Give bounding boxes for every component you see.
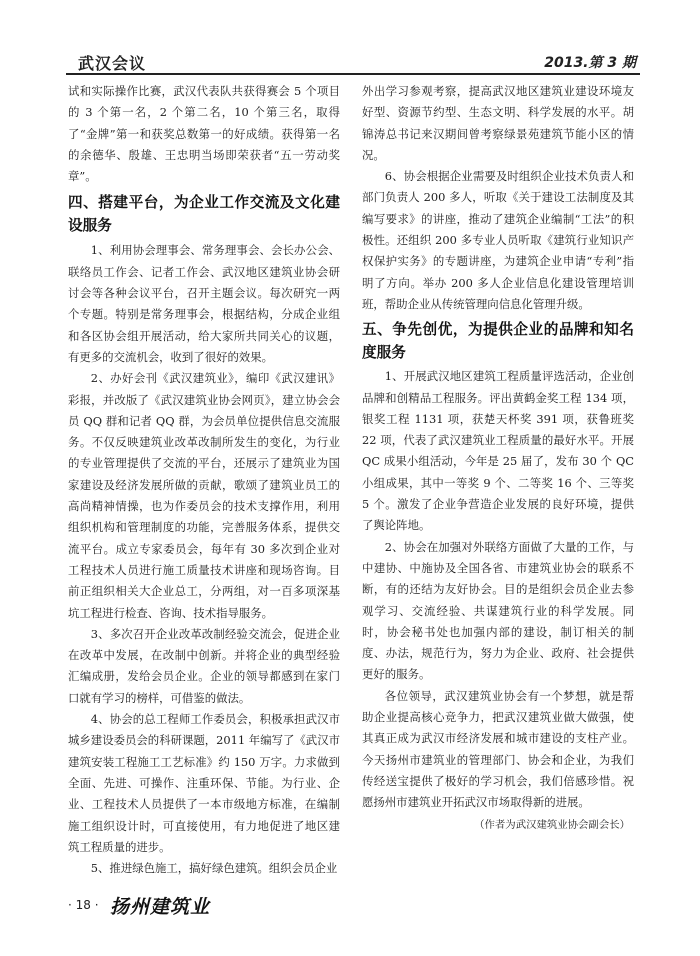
running-header (66, 49, 640, 75)
section-title: 武汉会议 (78, 54, 147, 73)
section-heading: 四、搭建平台，为企业工作交流及文化建设服务 (68, 194, 340, 235)
right-column (362, 81, 634, 836)
magazine-logo: 扬州建筑业 (110, 896, 211, 918)
issue-label: 2013.第 3 期 (544, 55, 636, 71)
paragraph: 2、协会在加强对外联络方面做了大量的工作，与中建协、中施协及全国各省、市建筑业协会的联系不断，有的还结为友好协会。目的是组织会员企业去参观学习、交流经验、共谋建筑行业的科学发展。同时，协会秘书处也加强内部的建设，制订相关的制度、办法，规范行为，努力为企业、政府、社会提供更好的服务。 (362, 539, 634, 682)
paragraph: 2、办好会刊《武汉建筑业》，编印《武汉建讯》彩报，并改版了《武汉建筑业协会网页》，建立协会会员 QQ 群和记者 QQ 群，为会员单位提供信息交流服务。不仅反映建筑业改革改制所发生的变化，为行业的专业管理提供了交流的平台，还展示了建筑业为国家建设及经济发展所做的贡献，歌颂了建筑业员工的高尚精神情操，也为作委员会的技术支撑作用，利用组织机构和管理制度的功能，完善服务体系，提供交流平台。成立专家委员会，每年有 30 多次到企业对工程技术人员进行施工质量技术讲座和现场咨询。目前正组织相关大企业总工，分两组，对一百多项深基坑工程进行检查、咨询、技术指导服务。 (68, 371, 340, 620)
left-column (68, 81, 340, 879)
paragraph: 外出学习参观考察，提高武汉地区建筑业建设环境友好型、资源节约型、生态文明、科学发展的水平。胡锦涛总书记来汉期间曾考察绿景苑建筑节能小区的情况。 (362, 84, 634, 162)
author-note: （作者为武汉建筑业协会副会长） (474, 818, 630, 831)
page-footer (68, 892, 268, 922)
page-number: · 18 · (68, 898, 99, 912)
paragraph: 6、协会根据企业需要及时组织企业技术负责人和部门负责人 200 多人，听取《关于建设工法制度及其编写要求》的讲座，推动了建筑企业编制“工法”的积极性。还组织 200 多专业人员听取《建筑行业知识产权保护实务》的专题讲座，为建筑企业申请“专利”指明了方向。举办 200 多人企业信息化建设管理培训班，帮助企业从传统管理向信息化管理升级。 (362, 169, 634, 311)
paragraph: 各位领导，武汉建筑业协会有一个梦想，就是帮助企业提高核心竞争力，把武汉建筑业做大做强，使其真正成为武汉市经济发展和城市建设的支柱产业。今天扬州市建筑业的管理部门、协会和企业，为我们传经送宝提供了极好的学习机会，我们倍感珍惜。祝愿扬州市建筑业开拓武汉市场取得新的进展。 (362, 688, 634, 810)
paragraph: 试和实际操作比赛，武汉代表队共获得赛会 5 个项目的 3 个第一名，2 个第二名，10 个第三名，取得了“金牌”第一和获奖总数第一的好成绩。获得第一名的余德华、殷雄、王忠明当场即荣获者“五一劳动奖章”。 (68, 84, 340, 184)
paragraph: 5、推进绿色施工，搞好绿色建筑。组织会员企业 (90, 861, 338, 876)
paragraph: 1、利用协会理事会、常务理事会、会长办公会、联络员工作会、记者工作会、武汉地区建筑业协会研讨会等各种会议平台，召开主题会议。每次研究一两个专题。特别是常务理事会，根据结构，分成企业组和各区协会组开展活动，给大家所共同关心的议题，有更多的交流机会，收到了很好的效果。 (68, 243, 340, 364)
paragraph: 3、多次召开企业改革改制经验交流会，促进企业在改革中发展，在改制中创新。并将企业的典型经验汇编成册，发给会员企业。企业的领导都感到在家门口就有学习的榜样，可借鉴的做法。 (68, 626, 340, 705)
header-rule (66, 73, 640, 75)
section-heading: 五、争先创优，为提供企业的品牌和知名度服务 (362, 321, 634, 362)
paragraph: 4、协会的总工程师工作委员会，积极承担武汉市城乡建设委员会的科研课题，2011 年编写了《武汉市建筑安装工程施工工艺标准》约 150 万字。力求做到全面、先进、可操作、注重环保、节能。为行业、企业、工程技术人员提供了一本市级地方标准，在编制施工组织设计时，可直接使用，有力地促进了地区建筑工程质量的进步。 (68, 712, 340, 854)
paragraph: 1、开展武汉地区建筑工程质量评选活动，企业创品牌和创精品工程服务。评出黄鹤金奖工程 134 项，银奖工程 1131 项，获楚天杯奖 391 项，获鲁班奖 22 项，代表了武汉建筑业工程质量的最好水平。开展 QC 成果小组活动，今年是 25 届了，发布 30 个 QC 小组成果，其中一等奖 9 个、二等奖 16 个、三等奖 5 个。激发了企业争营造企业发展的良好环境，提供了舆论阵地。 (362, 369, 634, 533)
